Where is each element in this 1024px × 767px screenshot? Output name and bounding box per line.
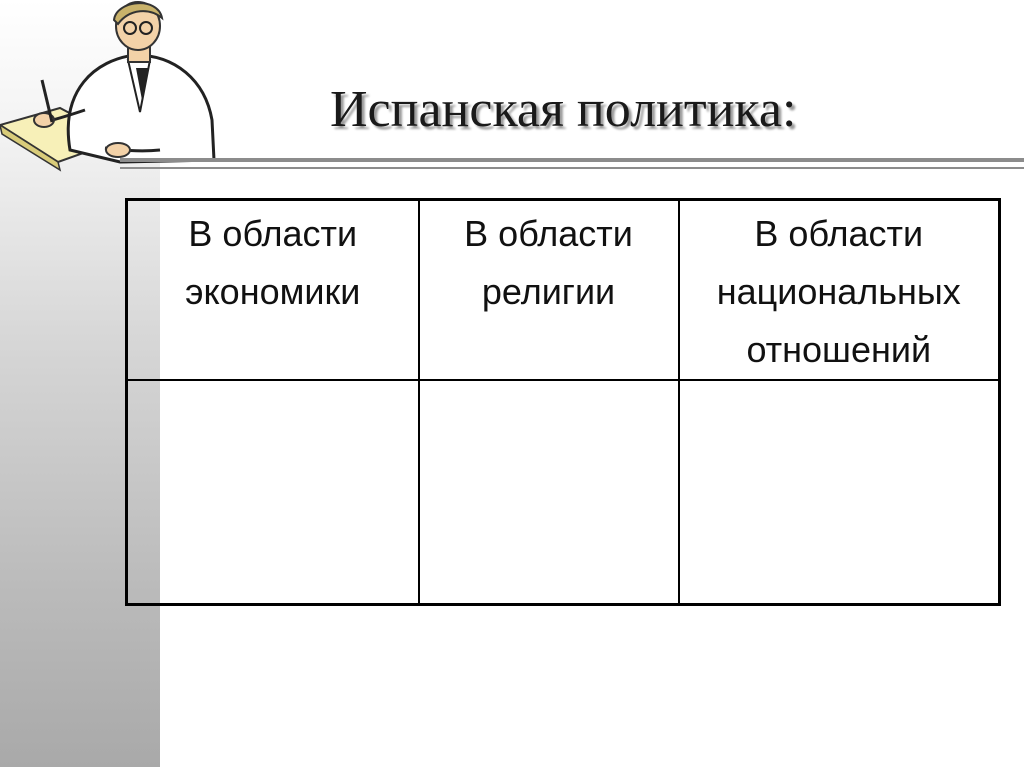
cell-economy — [127, 380, 419, 605]
table-header-row — [127, 200, 1000, 381]
header-religion-line2: религии — [481, 271, 616, 312]
header-national-line1: В области — [754, 213, 924, 254]
cell-religion — [419, 380, 679, 605]
header-economy — [127, 200, 419, 381]
header-religion — [419, 200, 679, 381]
title-rule-thick — [120, 158, 1024, 162]
header-religion-line1: В области — [464, 213, 633, 254]
header-economy-line2: экономики — [185, 271, 361, 312]
writing-clerk-icon — [0, 0, 220, 175]
header-national-relations — [679, 200, 1000, 381]
header-national-line3: отношений — [746, 329, 932, 370]
slide-title: Испанская политика: — [330, 81, 797, 138]
policy-table — [125, 198, 1001, 606]
header-national-line2: национальных — [716, 271, 961, 312]
title-rule-thin — [120, 167, 1024, 169]
header-economy-line1: В области — [188, 213, 358, 254]
cell-national-relations — [679, 380, 1000, 605]
table-row — [127, 380, 1000, 605]
